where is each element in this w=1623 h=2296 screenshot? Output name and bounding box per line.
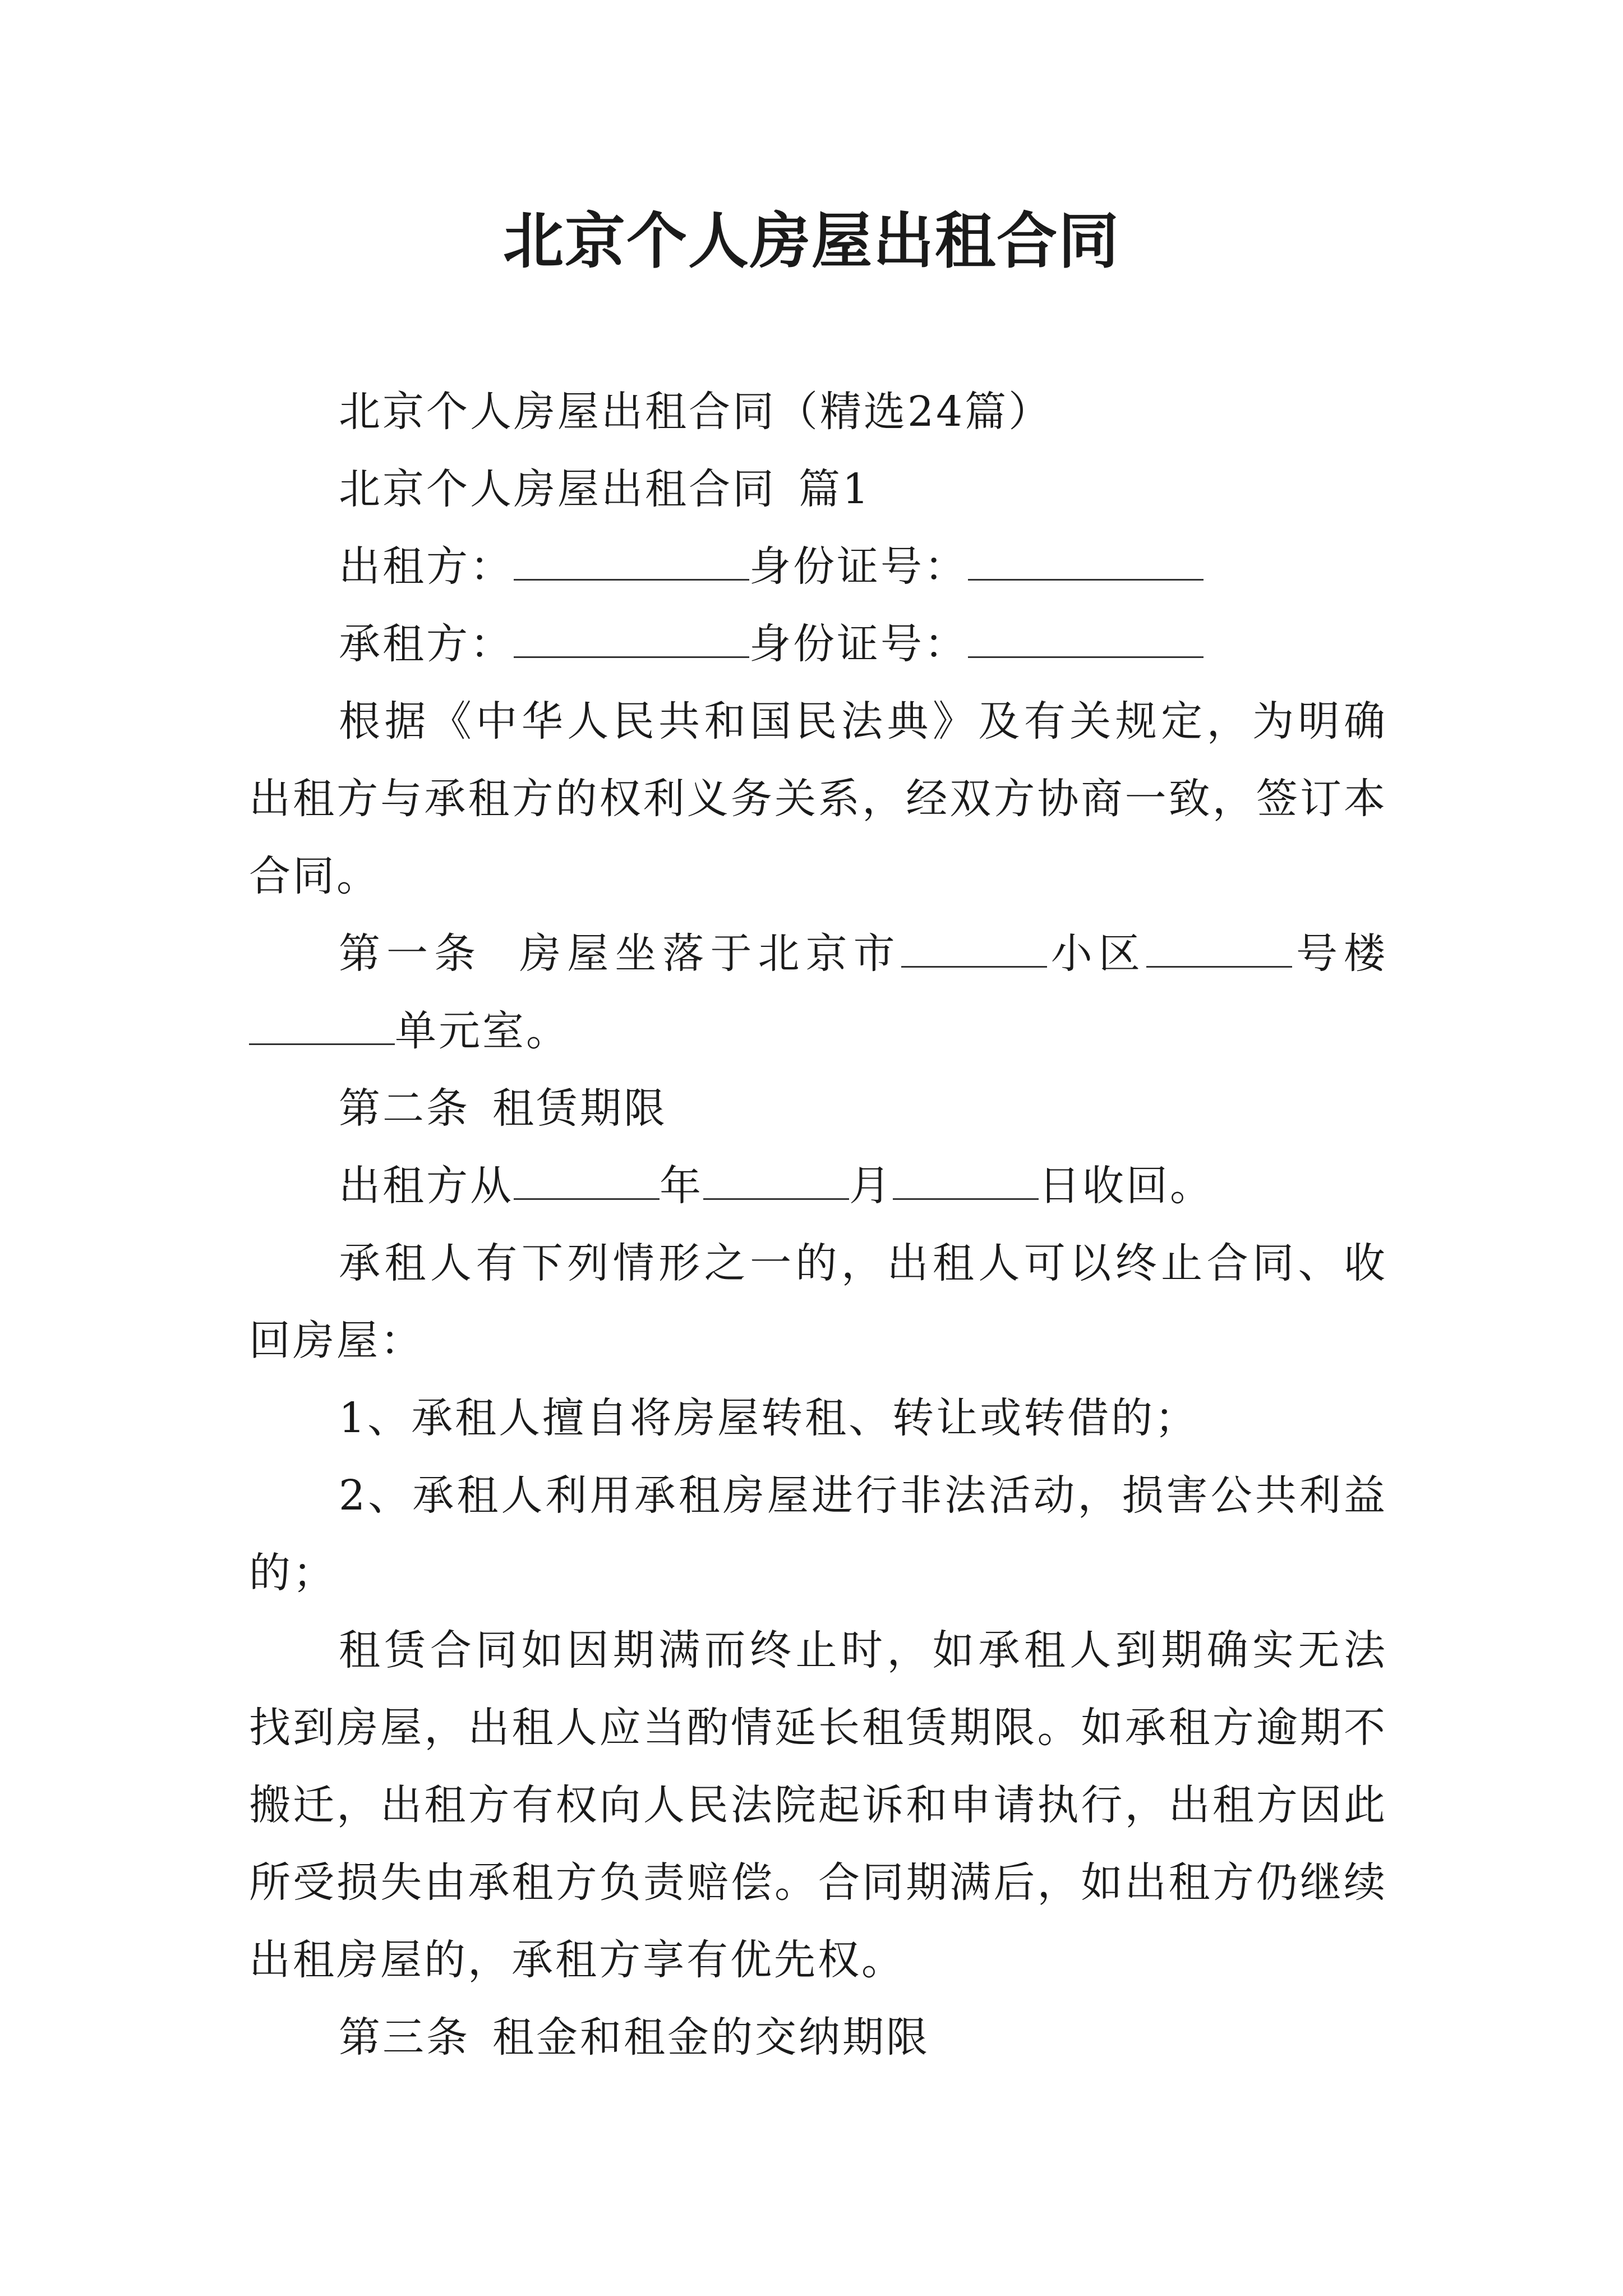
term-prefix: 出租方从 (339, 1162, 514, 1210)
article-1-text: 房屋坐落于北京市 (515, 930, 901, 978)
article-1-building: 号楼 (1292, 930, 1388, 978)
expiry-paragraph: 租赁合同如因期满而终止时，如承租人到期确实无法找到房屋，出租人应当酌情延长租赁期限。如承租方逾期不搬迁，出租方有权向人民法院起诉和申请执行，出租方因此所受损失由承租方负责赔偿。合同期满后，如出租方仍继续出租房屋的，承租方享有优先权。 (249, 1626, 1387, 1984)
article-1-unit: 单元室。 (395, 1007, 570, 1055)
termination-paragraph: 承租人有下列情形之一的，出租人可以终止合同、收回房屋： (249, 1239, 1387, 1365)
lessee-id-label: 身份证号： (749, 620, 968, 668)
term-month: 月 (849, 1162, 893, 1210)
document-title: 北京个人房屋出租合同 (502, 206, 1120, 277)
unit-blank (249, 1003, 395, 1045)
term-year: 年 (660, 1162, 703, 1210)
article-1-number: 第一条 (339, 930, 482, 978)
section-number: 篇1 (799, 465, 872, 513)
section-heading (249, 450, 1387, 528)
lessor-name-blank (514, 539, 749, 581)
lessor-id-label: 身份证号： (749, 542, 968, 591)
article-3-title: 租金和租金的交纳期限 (492, 2013, 930, 2062)
document-body (249, 373, 1387, 2076)
subtitle-line (249, 373, 1387, 450)
lessee-label: 承租方： (339, 620, 514, 668)
lessee-id-blank (968, 616, 1204, 658)
article-3-number: 第三条 (339, 2013, 470, 2062)
lessor-label: 出租方： (339, 542, 514, 591)
section-heading-text: 北京个人房屋出租合同 (339, 465, 776, 513)
district-blank (901, 926, 1047, 968)
term-line (249, 1147, 1387, 1225)
intro-paragraph: 根据《中华人民共和国民法典》及有关规定，为明确出租方与承租方的权利义务关系，经双方协商一致，签订本合同。 (249, 697, 1387, 900)
term-day: 日收回。 (1039, 1162, 1214, 1210)
article-1-community: 小区 (1046, 930, 1146, 978)
day-blank (893, 1158, 1039, 1200)
year-blank (514, 1158, 660, 1200)
article-1 (249, 915, 1387, 1070)
lessee-name-blank (514, 616, 749, 658)
article-2-title: 租赁期限 (492, 1084, 667, 1133)
article-3 (249, 1999, 1387, 2076)
month-blank (703, 1158, 849, 1200)
termination-item-1: 1、承租人擅自将房屋转租、转让或转借的； (339, 1394, 1199, 1442)
article-2 (249, 1070, 1387, 1147)
lessee-line (249, 605, 1387, 683)
subtitle-text: 北京个人房屋出租合同（精选24篇） (339, 388, 1053, 436)
community-blank (1146, 926, 1292, 968)
lessor-line (249, 528, 1387, 605)
termination-item-2: 2、承租人利用承租房屋进行非法活动，损害公共利益的； (249, 1471, 1387, 1597)
article-2-number: 第二条 (339, 1084, 470, 1133)
lessor-id-blank (968, 539, 1204, 581)
